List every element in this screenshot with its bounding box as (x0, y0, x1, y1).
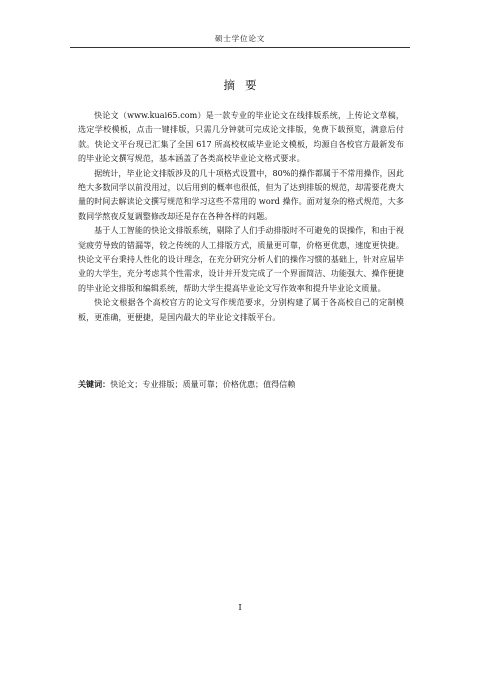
abstract-title: 摘要 (223, 78, 267, 92)
running-header: 硕士学位论文 (214, 34, 266, 43)
abstract-paragraph-3: 基于人工智能的快论文排版系统，剔除了人们手动排版时不可避免的误操作，和由于视觉疲劳导致的错漏等，较之传统的人工排版方式，质量更可靠，价格更优惠，速度更快捷。快论文平台秉持人性化的设计理念，在充分研究分析人们的操作习惯的基础上，针对应届毕业的大学生，充分考虑其个性需求，设计并开发完成了一个界面简洁、功能强大、操作便捷的毕业论文排版和编辑系统，帮助大学生提高毕业论文写作效率和提升毕业论文质量。 (78, 226, 404, 293)
keywords-line (78, 377, 404, 392)
keywords-label: 关键词： (78, 379, 111, 389)
abstract-paragraph-4: 快论文根据各个高校官方的论文写作规范要求，分别构建了属于各高校自己的定制模板，更准确，更便捷，是国内最大的毕业论文排版平台。 (78, 298, 404, 322)
header-rule (70, 47, 410, 48)
abstract-paragraph-2: 据统计，毕业论文排版涉及的几十项格式设置中，80%的操作都属于不常用操作，因此绝大多数同学以前没用过，以后用到的概率也很低，但为了达到排版的规范，却需要花费大量的时间去解读论文撰写规范和学习这些不常用的 word 操作。面对复杂的格式规范，大多数同学熬夜反复调整修改却还是存在各种各样的问题。 (78, 168, 404, 221)
abstract-body (78, 109, 404, 325)
keywords-text: 快论文；专业排版；质量可靠；价格优惠；值得信赖 (110, 380, 296, 389)
abstract-paragraph-1: 快论文（www.kuai65.com）是一款专业的毕业论文在线排版系统，上传论文草稿，选定学校模板，点击一键排版，只需几分钟就可完成论文排版，免费下载预览，满意后付款。快论文平台现已汇集了全国 617 所高校权威毕业论文模板，均源自各校官方最新发布的毕业论文撰写规范，基本涵盖了各类高校毕业论文格式要求。 (78, 111, 404, 164)
page-number: I (238, 603, 242, 613)
